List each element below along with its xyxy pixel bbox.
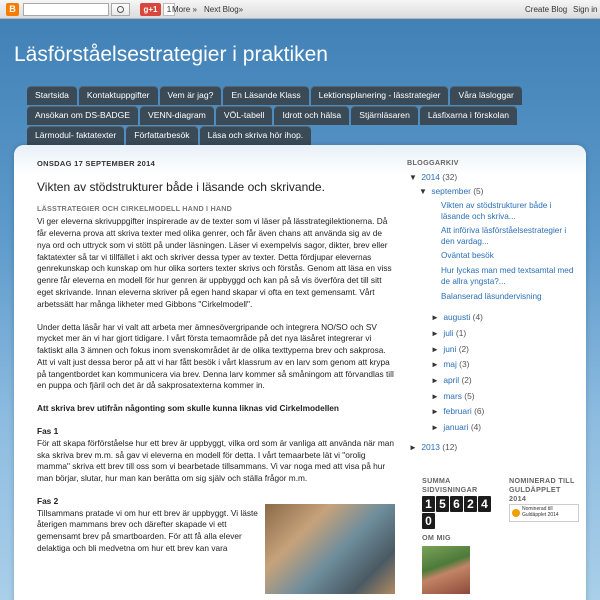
blog-post — [37, 173, 395, 555]
archive-month-link[interactable]: januari — [443, 422, 469, 432]
about-title: OM MIG — [422, 533, 451, 542]
fas1-text: För att skapa förförståelse hur ett brev är uppbyggt, vilka ord som är vanliga att använda när man ska skriva brev m.m. så gav vi eleverna en modell för detta. I vårt temaarbete lät vi "orolig mamma" skriva ett brev till oss som vi bearbetade tillsammans. Vi var noga med att visa på hur man börjar, slutar, hur man kan berätta om sig själv och ställa frågor m.m. — [37, 437, 394, 484]
archive-month-link[interactable]: april — [443, 375, 460, 385]
tab-en-lasande-klass[interactable]: En Läsande Klass — [223, 86, 308, 105]
archive-post-link[interactable]: Oväntat besök — [441, 251, 494, 260]
archive-month[interactable] — [431, 391, 475, 401]
tab-startsida[interactable]: Startsida — [27, 86, 77, 105]
archive-month-link[interactable]: februari — [443, 406, 472, 416]
triangle-right-icon[interactable]: ► — [409, 443, 417, 452]
fas2-text: Tillsammans pratade vi om hur ett brev är uppbyggt. Vi läste återigen mammans brev och därefter skapade vi ett gemensamt brev på smartboarden. För att få alla elever delaktiga och bli medvetna om hur ett brev kan vara — [37, 507, 258, 553]
archive-count: (1) — [455, 328, 467, 338]
archive-month-link[interactable]: juni — [443, 344, 457, 354]
sign-in-link[interactable]: Sign in — [573, 5, 598, 14]
page-tabs — [27, 86, 577, 146]
archive-count: (2) — [458, 344, 469, 354]
create-blog-link[interactable]: Create Blog — [525, 5, 568, 14]
gplus-button[interactable]: g+1 — [140, 3, 161, 16]
triangle-right-icon[interactable]: ► — [431, 360, 439, 369]
more-link[interactable]: More » — [172, 5, 197, 14]
archive-month[interactable] — [431, 328, 466, 338]
triangle-right-icon[interactable]: ► — [431, 345, 439, 354]
archive-month-link[interactable]: juli — [443, 328, 454, 338]
tab-ds-badge[interactable]: Ansökan om DS-BADGE — [27, 106, 138, 125]
archive-count: (3) — [459, 359, 470, 369]
archive-post-link[interactable]: Balanserad läsundervisning — [441, 292, 542, 301]
blogger-logo-icon[interactable]: B — [6, 3, 19, 16]
nominated-title: NOMINERAD TILL — [509, 476, 575, 485]
archive-month-link[interactable]: augusti — [443, 312, 471, 322]
archive-month[interactable] — [431, 312, 483, 322]
tab-lektionsplanering[interactable]: Lektionsplanering - lässtrategier — [311, 86, 449, 105]
counter-digit: 4 — [478, 496, 491, 512]
tab-larmodul[interactable]: Lärmodul- faktatexter — [27, 126, 124, 145]
post-paragraph: Under detta läsår har vi valt att arbeta mer ämnesövergripande och integrera NO/SO och SV mycket mer än vi har gjort tidigare. I vårt första temaområde på det nya läsåret integrerar vi faktiskt alla 3 ämnen och fokus inom svenskområdet är de olika texttyperna brev och sakprosa. Att vi valt just dessa beror på att vi har fått besök i vårt klassrum av en larv som genom att krypa på tangentbordet kan kommunicera via brev. Denna larv kommer så småningom att förvandlas till en puppa och fjäril och det är då sakprosatexterna kommer in. — [37, 321, 394, 391]
tab-forfattarbesok[interactable]: Författarbesök — [126, 126, 197, 145]
fas2-section — [37, 496, 395, 555]
archive-month[interactable] — [431, 406, 484, 416]
archive-year-link[interactable]: 2013 — [421, 442, 440, 452]
archive-post-link[interactable]: Att införiva läsförståelsestrategier i den vardag... — [441, 226, 567, 247]
post-label: LÄSSTRATEGIER OCH CIRKELMODELL HAND I HAND — [37, 204, 233, 214]
archive-year-link[interactable]: 2014 — [421, 172, 440, 182]
counter-digit: 5 — [436, 496, 449, 512]
archive-month-link[interactable]: september — [431, 186, 471, 196]
triangle-right-icon[interactable]: ► — [431, 329, 439, 338]
archive-count: (4) — [470, 422, 482, 432]
next-blog-link[interactable]: Next Blog» — [204, 5, 244, 14]
pageviews-title: SIDVISNINGAR — [422, 485, 478, 494]
tab-row — [27, 106, 577, 125]
triangle-down-icon[interactable]: ▼ — [409, 173, 417, 182]
triangle-right-icon[interactable]: ► — [431, 313, 439, 322]
archive-month[interactable] — [431, 375, 472, 385]
search-input[interactable] — [23, 3, 109, 16]
tab-venn-diagram[interactable]: VENN-diagram — [140, 106, 214, 125]
date-header: ONSDAG 17 SEPTEMBER 2014 — [37, 159, 156, 168]
fas2-title: Fas 2 — [37, 495, 59, 506]
archive-month[interactable] — [431, 359, 469, 369]
triangle-right-icon[interactable]: ► — [431, 423, 439, 432]
archive-month[interactable] — [431, 344, 469, 354]
archive-post-link[interactable]: Vikten av stödstrukturer både i läsande och skriva... — [441, 201, 552, 222]
archive-count: (12) — [442, 442, 458, 452]
post-photo[interactable] — [265, 504, 395, 594]
triangle-down-icon[interactable]: ▼ — [419, 187, 427, 196]
nominated-title: GULDÄPPLET — [509, 485, 561, 494]
site-title[interactable]: Läsförståelsestrategier i praktiken — [14, 43, 328, 66]
archive-month-link[interactable]: maj — [443, 359, 457, 369]
archive-title: BLOGGARKIV — [407, 158, 459, 167]
archive-month-september[interactable] — [419, 186, 483, 196]
nominated-title: 2014 — [509, 494, 527, 503]
blogger-navbar — [0, 0, 600, 19]
archive-year-2014[interactable] — [409, 172, 457, 182]
triangle-right-icon[interactable]: ► — [431, 407, 439, 416]
avatar[interactable] — [422, 546, 470, 594]
tab-lasfixarna[interactable]: Läsfixarna i förskolan — [420, 106, 517, 125]
tab-row — [27, 126, 577, 145]
fas1-title: Fas 1 — [37, 425, 59, 436]
tab-idrott-och-halsa[interactable]: Idrott och hälsa — [274, 106, 349, 125]
search-icon[interactable] — [111, 3, 130, 16]
tab-vol-tabell[interactable]: VÖL-tabell — [216, 106, 273, 125]
counter-digit: 0 — [422, 513, 435, 529]
post-paragraph: Vi ger eleverna skrivuppgifter inspirerade av de texter som vi läser på lässtrategilektionerna. Då får eleverna prova att skriva texter med olika genrer, och får även chans att använda sig av de nya ord och uttryck som vi stött på under läsningen. Läser vi exempelvis sagor, dikter, brev eller faktatexter så tar vi tillfället i akt och skriver dessa typer av texter. Detta fördjupar elevernas genrekunskap och kunskap om hur olika sorters texter skrivs och förstås. Genom att läsa en viss genre får eleverna en modell för hur genren är uppbyggd och kan på så vis överföra det till sitt eget skrivande. Innan eleverna skriver på egen hand skapar vi ofta en text gemensamt. Vårt arbetssätt har många likheter med Gibbons "Cirkelmodell". — [37, 216, 392, 309]
tab-stjarnlasaren[interactable]: Stjärnläsaren — [351, 106, 418, 125]
tab-row — [27, 86, 577, 105]
post-subheading: Att skriva brev utifrån någonting som skulle kunna liknas vid Cirkelmodellen — [37, 403, 339, 414]
content-area — [14, 145, 586, 600]
archive-count: (32) — [442, 172, 458, 182]
counter-digit: 1 — [422, 496, 435, 512]
archive-year-2013[interactable] — [409, 442, 457, 452]
guldapplet-badge[interactable]: Nominerad till Guldäpplet 2014 — [509, 504, 579, 522]
triangle-right-icon[interactable]: ► — [431, 392, 439, 401]
archive-count: (6) — [474, 406, 485, 416]
archive-count: (5) — [464, 391, 475, 401]
triangle-right-icon[interactable]: ► — [431, 376, 439, 385]
tab-vara-lasloggar[interactable]: Våra läsloggar — [450, 86, 521, 105]
gplus-count: 1 — [163, 3, 175, 16]
archive-count: (5) — [473, 186, 484, 196]
tab-kontaktuppgifter[interactable]: Kontaktuppgifter — [79, 86, 158, 105]
archive-month[interactable] — [431, 422, 481, 432]
archive-count: (4) — [472, 312, 483, 322]
counter-digit: 6 — [450, 496, 463, 512]
archive-month-link[interactable]: mars — [443, 391, 462, 401]
tab-lasa-och-skriva[interactable]: Läsa och skriva hör ihop. — [200, 126, 312, 145]
archive-count: (2) — [461, 375, 472, 385]
pageviews-title: SUMMA — [422, 476, 451, 485]
tab-vem-ar-jag[interactable]: Vem är jag? — [160, 86, 222, 105]
archive-post-link[interactable]: Hur lyckas man med textsamtal med de allra yngsta?... — [441, 266, 574, 287]
post-title[interactable]: Vikten av stödstrukturer både i läsande och skrivande. — [37, 180, 325, 194]
counter-digit: 2 — [464, 496, 477, 512]
